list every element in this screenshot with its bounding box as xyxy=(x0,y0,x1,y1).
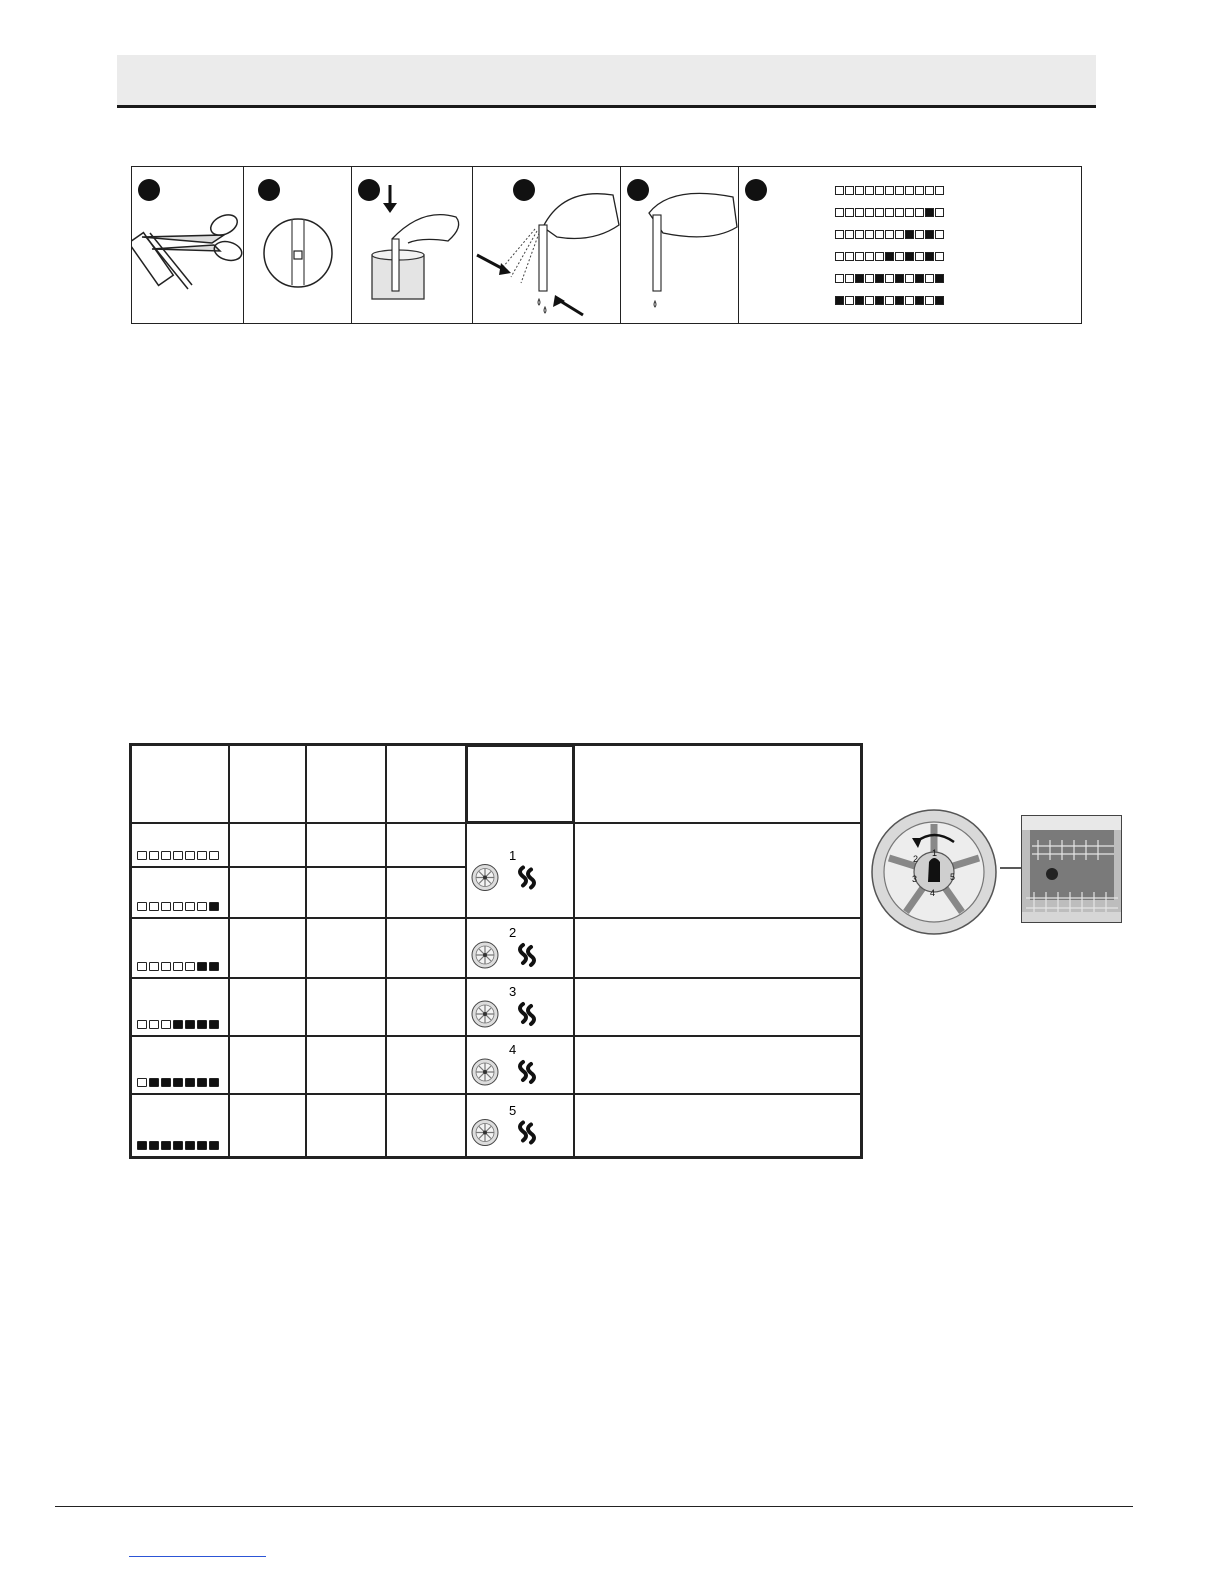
strip-square xyxy=(875,252,884,261)
strip-scale-row xyxy=(835,208,945,217)
strip-square xyxy=(845,186,854,195)
step-4-shake-strip xyxy=(473,167,621,323)
strip-square xyxy=(875,230,884,239)
table-value-cell xyxy=(386,1094,466,1157)
table-setting-cell xyxy=(466,823,574,918)
strip-square xyxy=(835,274,844,283)
table-value-cell xyxy=(386,1036,466,1094)
test-strip-pattern xyxy=(137,851,221,860)
step-6-compare-strip xyxy=(739,167,1081,323)
dial-position-label: 2 xyxy=(913,854,919,864)
strip-square xyxy=(173,902,183,911)
strip-square xyxy=(835,252,844,261)
strip-square xyxy=(161,851,171,860)
strip-square xyxy=(209,1020,219,1029)
strip-square xyxy=(885,186,894,195)
strip-square xyxy=(885,296,894,305)
table-value-cell xyxy=(229,1036,306,1094)
glass-with-strip-icon xyxy=(352,167,473,323)
strip-square xyxy=(835,296,844,305)
softener-setting-number: 4 xyxy=(509,1042,517,1057)
strip-square xyxy=(935,274,944,283)
strip-square xyxy=(875,296,884,305)
strip-square xyxy=(835,186,844,195)
table-header-cell xyxy=(306,745,386,823)
softener-dial-icon xyxy=(467,1095,575,1158)
strip-square xyxy=(905,252,914,261)
page-header-bar xyxy=(117,55,1096,108)
table-value-cell xyxy=(229,823,306,867)
softener-setting-number: 3 xyxy=(509,984,517,999)
strip-square xyxy=(865,274,874,283)
table-header-cell xyxy=(131,745,229,823)
strip-square xyxy=(935,252,944,261)
strip-square xyxy=(915,186,924,195)
softener-setting-number: 2 xyxy=(509,925,517,940)
strip-square xyxy=(915,274,924,283)
softener-dial-icon xyxy=(467,824,575,919)
table-setting-cell xyxy=(466,1094,574,1157)
table-value-cell xyxy=(306,823,386,867)
strip-square xyxy=(137,902,147,911)
strip-square xyxy=(185,1141,195,1150)
strip-square xyxy=(895,230,904,239)
step-3-dip-strip xyxy=(352,167,473,323)
strip-square xyxy=(197,1141,207,1150)
table-setting-cell xyxy=(466,918,574,978)
strip-scale-row xyxy=(835,230,945,239)
strip-square xyxy=(161,962,171,971)
strip-square xyxy=(161,902,171,911)
strip-square xyxy=(925,252,934,261)
table-description-cell xyxy=(574,978,861,1036)
strip-square xyxy=(173,1141,183,1150)
strip-square xyxy=(895,208,904,217)
strip-square xyxy=(925,274,934,283)
table-header-cell xyxy=(574,745,861,823)
strip-square xyxy=(845,252,854,261)
strip-square xyxy=(915,230,924,239)
strip-square xyxy=(137,851,147,860)
strip-square xyxy=(905,296,914,305)
table-strip-cell xyxy=(131,867,229,918)
table-strip-cell xyxy=(131,1036,229,1094)
strip-square xyxy=(855,274,864,283)
strip-square xyxy=(895,274,904,283)
strip-square xyxy=(149,1141,159,1150)
test-strip-pattern xyxy=(137,1141,221,1150)
table-strip-cell xyxy=(131,978,229,1036)
strip-square xyxy=(173,1078,183,1087)
strip-square xyxy=(885,252,894,261)
table-description-cell xyxy=(574,823,861,918)
table-value-cell xyxy=(306,1036,386,1094)
strip-square xyxy=(835,230,844,239)
strip-square xyxy=(173,962,183,971)
strip-square xyxy=(905,230,914,239)
table-value-cell xyxy=(306,918,386,978)
strip-square xyxy=(161,1020,171,1029)
test-strip-pattern xyxy=(137,902,221,911)
strip-square xyxy=(865,208,874,217)
strip-square xyxy=(905,208,914,217)
table-value-cell xyxy=(306,978,386,1036)
strip-square xyxy=(149,1078,159,1087)
strip-square xyxy=(197,1078,207,1087)
strip-square xyxy=(925,208,934,217)
dial-position-label: 4 xyxy=(930,888,936,898)
strip-square xyxy=(855,230,864,239)
strip-square xyxy=(875,274,884,283)
table-setting-cell xyxy=(466,1036,574,1094)
footer-link[interactable] xyxy=(129,1556,266,1557)
strip-square xyxy=(865,296,874,305)
strip-square xyxy=(935,296,944,305)
softener-dial-icon xyxy=(467,919,575,979)
strip-square xyxy=(885,230,894,239)
strip-square xyxy=(149,851,159,860)
table-value-cell xyxy=(229,867,306,918)
strip-square xyxy=(137,1141,147,1150)
strip-square xyxy=(855,208,864,217)
strip-square xyxy=(935,230,944,239)
strip-square xyxy=(209,902,219,911)
table-strip-cell xyxy=(131,1094,229,1157)
strip-square xyxy=(197,962,207,971)
strip-square xyxy=(197,1020,207,1029)
strip-square xyxy=(845,208,854,217)
strip-square xyxy=(185,851,195,860)
strip-square xyxy=(137,1020,147,1029)
strip-square xyxy=(149,962,159,971)
strip-square xyxy=(185,1078,195,1087)
table-value-cell xyxy=(229,1094,306,1157)
strip-square xyxy=(925,186,934,195)
strip-square xyxy=(161,1141,171,1150)
strip-square xyxy=(173,1020,183,1029)
softener-setting-number: 1 xyxy=(509,847,517,863)
table-value-cell xyxy=(229,978,306,1036)
test-strip-pattern xyxy=(137,1078,221,1087)
strip-square xyxy=(895,252,904,261)
strip-square xyxy=(935,208,944,217)
dial-position-label: 3 xyxy=(912,874,918,884)
table-value-cell xyxy=(229,918,306,978)
strip-scale-row xyxy=(835,274,945,283)
strip-square xyxy=(905,186,914,195)
strip-square xyxy=(855,296,864,305)
hold-strip-icon xyxy=(621,167,739,323)
table-strip-cell xyxy=(131,823,229,867)
strip-square xyxy=(925,296,934,305)
strip-square xyxy=(895,296,904,305)
dial-position-label: 1 xyxy=(932,848,938,858)
strip-square xyxy=(845,230,854,239)
hardness-test-steps xyxy=(131,166,1082,324)
strip-square xyxy=(885,208,894,217)
strip-square xyxy=(185,1020,195,1029)
strip-square xyxy=(915,208,924,217)
strip-square xyxy=(185,902,195,911)
strip-square xyxy=(865,252,874,261)
table-header-cell xyxy=(386,745,466,823)
strip-square xyxy=(865,230,874,239)
strip-square xyxy=(885,274,894,283)
strip-scale-row xyxy=(835,296,945,305)
strip-square xyxy=(895,186,904,195)
strip-square xyxy=(855,252,864,261)
strip-square xyxy=(935,186,944,195)
strip-square xyxy=(865,186,874,195)
strip-square xyxy=(845,296,854,305)
strip-square xyxy=(875,186,884,195)
strip-square xyxy=(905,274,914,283)
strip-square xyxy=(137,962,147,971)
dial-position-label: 5 xyxy=(950,872,956,882)
strip-square xyxy=(875,208,884,217)
table-description-cell xyxy=(574,918,861,978)
strip-square xyxy=(915,296,924,305)
strip-square xyxy=(209,1078,219,1087)
strip-square xyxy=(185,962,195,971)
table-value-cell xyxy=(386,978,466,1036)
strip-square xyxy=(925,230,934,239)
dishwasher-interior-photo xyxy=(1021,815,1122,923)
step-1-cut-strip xyxy=(132,167,244,323)
water-softener-dial-icon xyxy=(866,808,1002,936)
strip-scale-row xyxy=(835,186,945,195)
table-strip-cell xyxy=(131,918,229,978)
test-strip-pattern xyxy=(137,1020,221,1029)
table-value-cell xyxy=(386,867,466,918)
table-header-cell xyxy=(466,745,574,823)
step-number-badge xyxy=(745,179,767,201)
table-setting-cell xyxy=(466,978,574,1036)
strip-square xyxy=(855,186,864,195)
scissors-icon xyxy=(132,167,244,323)
strip-scale-row xyxy=(835,252,945,261)
softener-dial-icon xyxy=(467,979,575,1037)
strip-square xyxy=(173,851,183,860)
footer-rule xyxy=(55,1506,1133,1507)
table-description-cell xyxy=(574,1036,861,1094)
strip-square xyxy=(835,208,844,217)
step-5-hold-strip xyxy=(621,167,739,323)
strip-square xyxy=(197,851,207,860)
table-value-cell xyxy=(386,823,466,867)
strip-square xyxy=(149,902,159,911)
table-header-cell xyxy=(229,745,306,823)
strip-square xyxy=(149,1020,159,1029)
table-value-cell xyxy=(306,867,386,918)
strip-square xyxy=(209,851,219,860)
water-tap-icon xyxy=(244,167,352,323)
table-description-cell xyxy=(574,1094,861,1157)
strip-square xyxy=(161,1078,171,1087)
strip-square xyxy=(915,252,924,261)
test-strip-pattern xyxy=(137,962,221,971)
strip-square xyxy=(845,274,854,283)
strip-square xyxy=(197,902,207,911)
strip-square xyxy=(137,1078,147,1087)
shake-strip-icon xyxy=(473,167,621,323)
water-hardness-table xyxy=(129,743,863,1159)
softener-setting-number: 5 xyxy=(509,1102,517,1118)
table-value-cell xyxy=(306,1094,386,1157)
step-2-tap-water xyxy=(244,167,352,323)
strip-square xyxy=(209,962,219,971)
strip-square xyxy=(209,1141,219,1150)
table-value-cell xyxy=(386,918,466,978)
softener-dial-icon xyxy=(467,1037,575,1095)
